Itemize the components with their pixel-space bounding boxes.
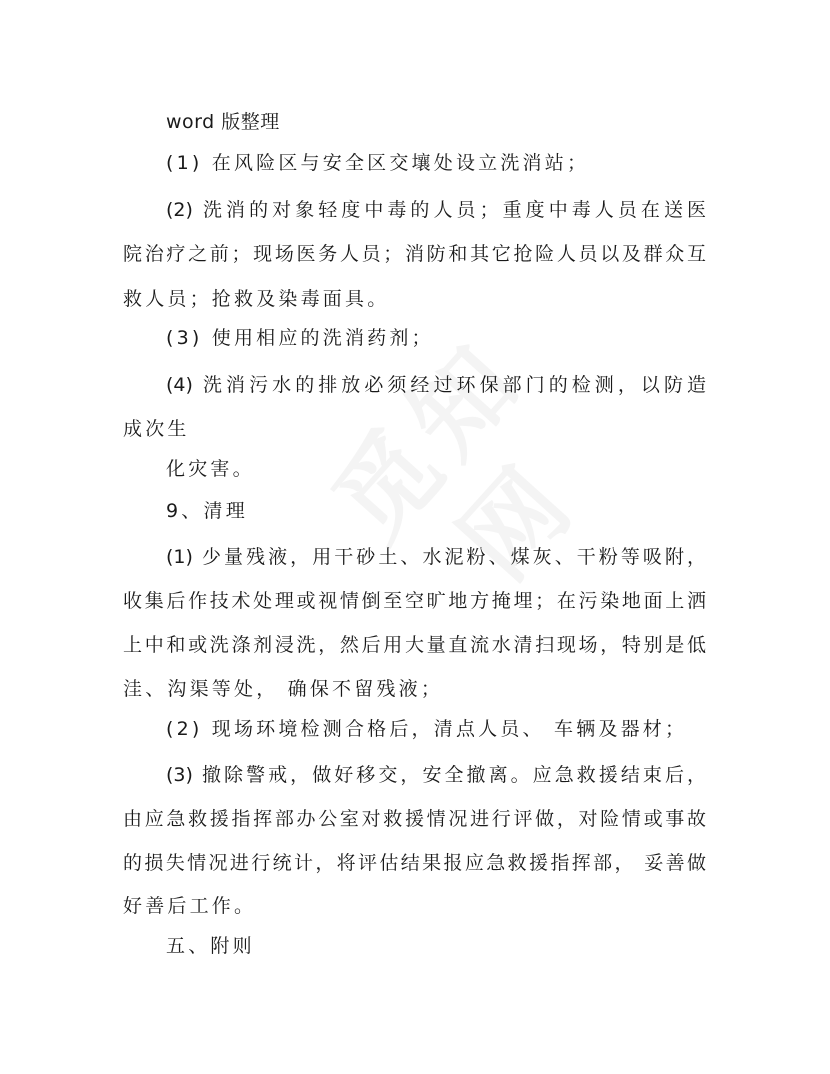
page-header: word 版整理 <box>166 111 280 133</box>
paragraph-line: (2) 现场环境检测合格后，清点人员、 车辆及器材； <box>166 718 688 740</box>
paragraph-line: (1) 少量残液，用干砂土、水泥粉、煤灰、干粉等吸附， <box>166 546 706 568</box>
paragraph-line: 成次生 <box>123 418 190 440</box>
paragraph-line: 收集后作技术处理或视情倒至空旷地方掩埋；在污染地面上洒 <box>123 590 706 612</box>
paragraph-line: (4) 洗消污水的排放必须经过环保部门的检测，以防造 <box>166 374 706 396</box>
paragraph-line: (3) 使用相应的洗消药剂； <box>166 327 434 349</box>
paragraph-line: 院治疗之前；现场医务人员；消防和其它抢险人员以及群众互 <box>123 243 706 265</box>
paragraph-line: 上中和或洗涤剂浸洗，然后用大量直流水清扫现场，特别是低 <box>123 634 706 656</box>
paragraph-line: 好善后工作。 <box>123 895 257 917</box>
paragraph-line: 由应急救援指挥部办公室对救援情况进行评做，对险情或事故 <box>123 808 706 830</box>
section-heading: 五、附则 <box>166 935 255 957</box>
paragraph-line: (1) 在风险区与安全区交壤处设立洗消站； <box>166 152 590 174</box>
paragraph-line: 的损失情况进行统计，将评估结果报应急救援指挥部， 妥善做 <box>123 852 706 874</box>
paragraph-line: (3) 撤除警戒，做好移交，安全撤离。应急救援结束后， <box>166 764 706 786</box>
paragraph-line: 化灾害。 <box>166 458 255 480</box>
paragraph-line: 救人员；抢救及染毒面具。 <box>123 288 390 310</box>
paragraph-line: 洼、沟渠等处， 确保不留残液； <box>123 678 444 700</box>
section-heading: 9、清理 <box>166 500 248 522</box>
paragraph-line: (2) 洗消的对象轻度中毒的人员；重度中毒人员在送医 <box>166 199 706 221</box>
